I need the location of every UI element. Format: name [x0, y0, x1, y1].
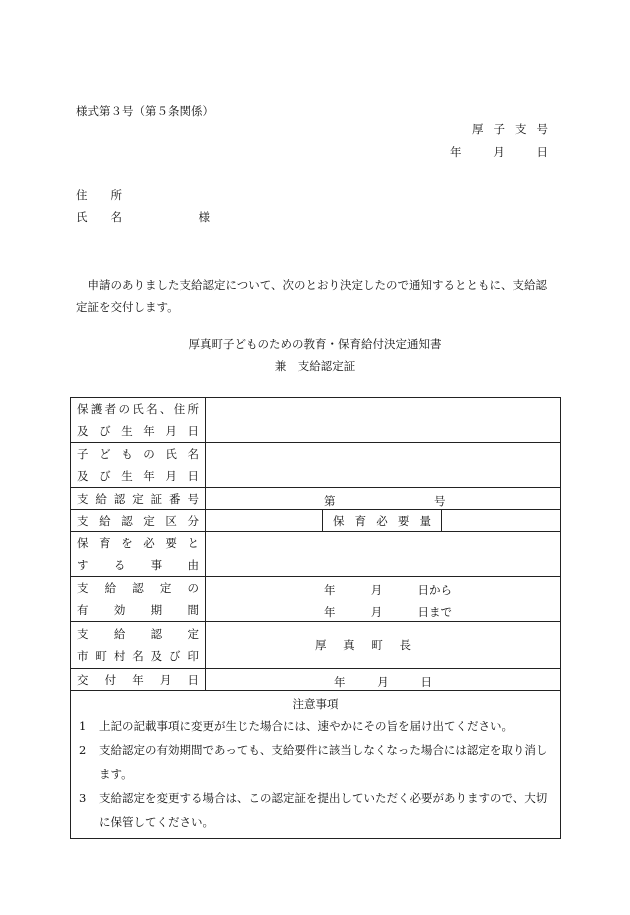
issue-date-value[interactable]	[206, 669, 560, 690]
label-char: 量	[419, 513, 431, 528]
category-label	[71, 510, 206, 531]
label-char: 護	[90, 402, 103, 416]
date-year: 年	[450, 145, 462, 159]
label-char: 要	[165, 536, 177, 550]
label-char: 及	[77, 469, 89, 483]
note-item: 1 上記の記載事項に変更が生じた場合には、速やかにその旨を届け出てください。	[79, 719, 513, 733]
label-char: 分	[187, 513, 199, 528]
body-text: 申請のありました支給認定について、次のとおり決定したので通知するとともに、支給認定証を交付します。	[76, 278, 548, 314]
label-char: 定	[143, 513, 155, 528]
label-char: び	[99, 469, 111, 483]
label-char: 支	[77, 513, 89, 528]
label-char: 期	[150, 603, 163, 617]
label-char: 必	[143, 536, 155, 550]
label-char: び	[99, 424, 111, 438]
label-char: 給	[99, 513, 111, 528]
label-char: 町	[95, 649, 107, 663]
doc-no-char: 支	[515, 122, 527, 136]
label-char: 及	[77, 424, 89, 438]
label-line	[77, 669, 199, 690]
cert-number-label	[71, 488, 206, 509]
label-char: 及	[150, 649, 163, 663]
authority-row	[71, 622, 560, 669]
cert-number-row	[71, 488, 560, 510]
label-char: 子	[77, 447, 89, 461]
label-char: 月	[165, 469, 177, 483]
label-char: 保	[77, 536, 89, 550]
guardian-row	[71, 398, 560, 443]
label-char: 効	[113, 603, 126, 617]
issue-date: 年 月 日	[334, 675, 432, 689]
label-line	[77, 488, 199, 509]
label-char: 日	[187, 672, 199, 687]
certificate-table	[70, 397, 561, 839]
label-char: 認	[113, 491, 126, 506]
label-char: 支	[77, 627, 89, 641]
label-char: 厚	[315, 638, 327, 652]
address-label: 住 所	[76, 188, 122, 202]
notes-row	[71, 691, 560, 838]
doc-no-char: 子	[493, 122, 505, 136]
period-value[interactable]	[206, 577, 560, 621]
label-char: 者	[104, 402, 117, 416]
label-char: 生	[121, 424, 133, 438]
label-char: 交	[77, 672, 89, 687]
label-char: 育	[354, 513, 367, 528]
label-char: を	[121, 536, 133, 550]
label-char: 支	[77, 491, 89, 506]
name-row	[76, 212, 210, 224]
label-char: 有	[77, 603, 89, 617]
label-char: 給	[113, 627, 126, 641]
label-char: 年	[143, 424, 155, 438]
label-char: 証	[150, 491, 163, 506]
period-from: 年 月 日から	[324, 583, 452, 597]
label-char: 月	[159, 672, 172, 687]
label-char: 付	[104, 672, 117, 687]
label-char: 町	[371, 638, 383, 652]
period-row	[71, 577, 560, 622]
name-label: 氏 名	[76, 210, 122, 224]
form-number: 様式第３号（第５条関係）	[76, 104, 214, 118]
label-char: 月	[165, 424, 177, 438]
note-item: 2 支給認定の有効期間であっても、支給要件に該当しなくなった場合には認定を取り消します。	[79, 743, 548, 781]
label-char: 村	[113, 649, 126, 663]
label-char: 名	[187, 447, 199, 461]
guardian-label	[71, 398, 206, 442]
label-char: 間	[187, 603, 199, 617]
label-char: も	[121, 447, 133, 461]
label-char: る	[113, 558, 126, 572]
label-char: 認	[121, 513, 133, 528]
reason-label	[71, 532, 206, 576]
label-line	[77, 599, 199, 621]
label-char: 氏	[132, 402, 144, 416]
label-char: 給	[95, 491, 107, 506]
reason-row	[71, 532, 560, 577]
label-char: 定	[159, 581, 172, 595]
issue-date-label	[71, 669, 206, 690]
label-char: 事	[150, 558, 163, 572]
label-char: 真	[343, 638, 355, 652]
label-line	[77, 577, 199, 599]
period-to: 年 月 日まで	[324, 605, 452, 619]
label-char: 市	[77, 649, 89, 663]
document-title: 厚真町子どものための教育・保育給付決定通知書	[188, 337, 442, 351]
child-row	[71, 443, 560, 488]
child-label	[71, 443, 206, 487]
doc-no-char: 厚	[472, 122, 484, 136]
label-char: 所	[187, 402, 199, 416]
label-char: 年	[132, 672, 144, 687]
guardian-value[interactable]	[206, 398, 560, 442]
label-char: 日	[187, 469, 199, 483]
authority-value	[206, 622, 560, 668]
label-char: 認	[150, 627, 163, 641]
cert-number-value[interactable]	[206, 488, 560, 509]
mayor-name	[315, 637, 411, 653]
document-number	[472, 124, 548, 136]
label-char: す	[77, 558, 89, 572]
label-char: 認	[132, 581, 144, 595]
cert-dai: 第	[324, 494, 336, 508]
label-char: 保	[333, 513, 345, 528]
note-item: 3 支給認定を変更する場合は、この認定証を提出していただく必要がありますので、大切に保管してください。	[79, 791, 548, 829]
label-char: 名	[132, 649, 144, 663]
label-char: 生	[121, 469, 133, 483]
label-char: 住	[173, 402, 186, 416]
label-char: 印	[187, 649, 199, 663]
label-line	[77, 645, 199, 667]
date-month: 月	[493, 145, 505, 159]
label-char: 要	[397, 513, 410, 528]
label-char: 号	[187, 491, 199, 506]
label-char: と	[187, 536, 199, 550]
child-value[interactable]	[206, 443, 560, 487]
label-line	[77, 532, 199, 554]
honorific: 様	[198, 210, 210, 224]
label-line	[77, 554, 199, 576]
label-char: 保	[77, 402, 89, 416]
label-char: 年	[143, 469, 155, 483]
doc-no-char: 号	[536, 122, 548, 136]
label-char: 長	[399, 638, 411, 652]
address-row	[76, 190, 122, 202]
issue-date-row	[71, 669, 560, 691]
label-char: 由	[187, 558, 199, 572]
authority-label	[71, 622, 206, 668]
date-day: 日	[536, 145, 548, 159]
label-char: 氏	[165, 447, 177, 461]
label-char: の	[187, 581, 199, 595]
label-char: 番	[169, 491, 181, 506]
period-label	[71, 577, 206, 621]
label-char: 定	[187, 627, 199, 641]
label-char: 必	[376, 513, 388, 528]
document-subtitle: 兼 支給認定証	[274, 359, 356, 373]
label-line	[77, 465, 199, 487]
label-char: の	[118, 402, 130, 416]
label-char: 区	[165, 513, 177, 528]
label-char: 支	[77, 581, 89, 595]
notes-title: 注意事項	[292, 697, 339, 711]
notes-section	[71, 691, 560, 838]
label-char: の	[143, 447, 155, 461]
label-char: ど	[99, 447, 111, 461]
label-line	[77, 443, 199, 465]
label-line	[77, 420, 199, 442]
label-line	[77, 623, 199, 645]
label-char: 名	[146, 402, 158, 416]
label-char: 定	[132, 491, 144, 506]
label-char: 日	[187, 424, 199, 438]
category-value[interactable]	[206, 510, 560, 531]
issue-date-line	[450, 147, 548, 159]
label-line	[77, 510, 199, 531]
label-char: 育	[99, 536, 111, 550]
reason-value[interactable]	[206, 532, 560, 576]
category-row	[71, 510, 560, 532]
cert-go: 号	[434, 494, 446, 508]
label-char: 給	[104, 581, 117, 595]
label-line	[77, 398, 199, 420]
label-char: び	[169, 649, 181, 663]
hoiku-need-label	[322, 510, 442, 531]
label-char: 、	[159, 402, 172, 416]
